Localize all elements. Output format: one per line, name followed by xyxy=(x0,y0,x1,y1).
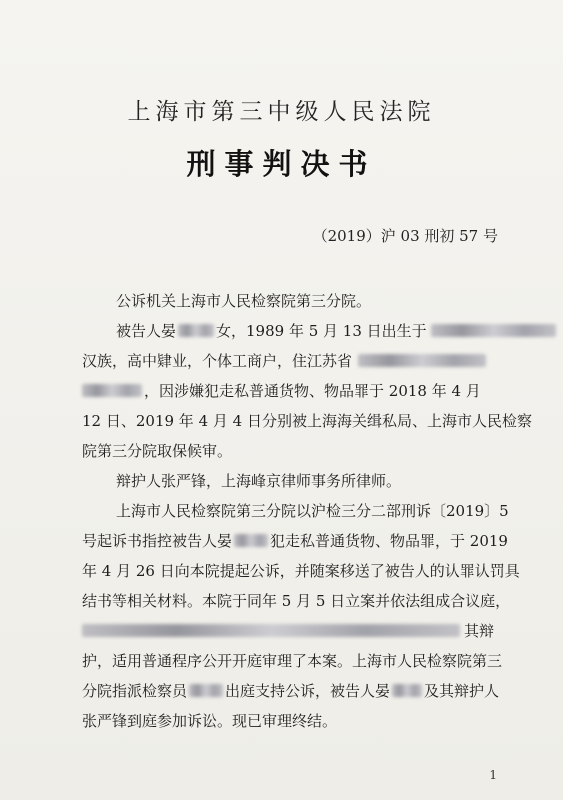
indictment-line-2 xyxy=(82,530,508,551)
charge-line: ，因涉嫌犯走私普通货物、物品罪于 2018 年 4 月 xyxy=(144,382,481,400)
defendant-line-1 xyxy=(116,320,556,341)
defendant-birth: 女，1989 年 5 月 13 日出生于 xyxy=(216,322,427,340)
redaction-name-2 xyxy=(234,534,268,547)
defendant-label: 被告人晏 xyxy=(116,322,177,340)
case-number: （2019）沪 03 刑初 57 号 xyxy=(312,227,498,245)
bail-line-1: 12 日、2019 年 4 月 4 日分别被上海海关缉私局、上海市人民检察 xyxy=(82,412,532,430)
indictment-line-1: 上海市人民检察院第三分院以沪检三分二部刑诉〔2019〕5 xyxy=(116,502,509,520)
indictment-line-4: 结书等相关材料。本院于同年 5 月 5 日立案并依法组成合议庭， xyxy=(82,592,511,610)
redaction-full-line xyxy=(82,624,460,637)
redaction-prosecutor xyxy=(189,684,223,697)
redaction-name xyxy=(178,324,214,337)
document-title: 刑事判决书 xyxy=(186,147,377,181)
prosecutor-line: 公诉机关上海市人民检察院第三分院。 xyxy=(116,292,372,310)
defendant-line-3 xyxy=(82,380,481,401)
indictment-line-3: 年 4 月 26 日向本院提起公诉，并随案移送了被告人的认罪认罚具 xyxy=(82,562,520,580)
trial-line-3: 张严锋到庭参加诉讼。现已审理终结。 xyxy=(82,712,338,730)
page-number: 1 xyxy=(489,768,497,782)
indictment-text-a: 号起诉书指控被告人晏 xyxy=(82,532,233,550)
trial-line-1: 护，适用普通程序公开开庭审理了本案。上海市人民检察院第三 xyxy=(82,652,503,670)
appearance-text: 出庭支持公诉，被告人晏 xyxy=(225,682,391,700)
redaction-name-3 xyxy=(392,684,422,697)
redaction-address-1 xyxy=(358,354,486,367)
trial-line-2 xyxy=(82,680,499,701)
defendant-line-2 xyxy=(82,350,486,371)
redaction-birthplace xyxy=(431,324,556,337)
defense-counsel-line: 辩护人张严锋，上海峰京律师事务所律师。 xyxy=(116,472,402,490)
prosecutor-assign-text: 分院指派检察员 xyxy=(82,682,188,700)
indictment-text-b: 犯走私普通货物、物品罪，于 2019 xyxy=(270,532,508,550)
defense-text: 其辩 xyxy=(464,622,495,640)
counsel-text: 及其辩护人 xyxy=(424,682,500,700)
redaction-address-2 xyxy=(82,384,142,397)
redacted-line xyxy=(82,620,494,641)
court-name: 上海市第三中级人民法院 xyxy=(127,99,436,125)
bail-line-2: 院第三分院取保候审。 xyxy=(82,442,233,460)
defendant-residence: 汉族，高中肄业，个体工商户，住江苏省 xyxy=(82,352,353,370)
